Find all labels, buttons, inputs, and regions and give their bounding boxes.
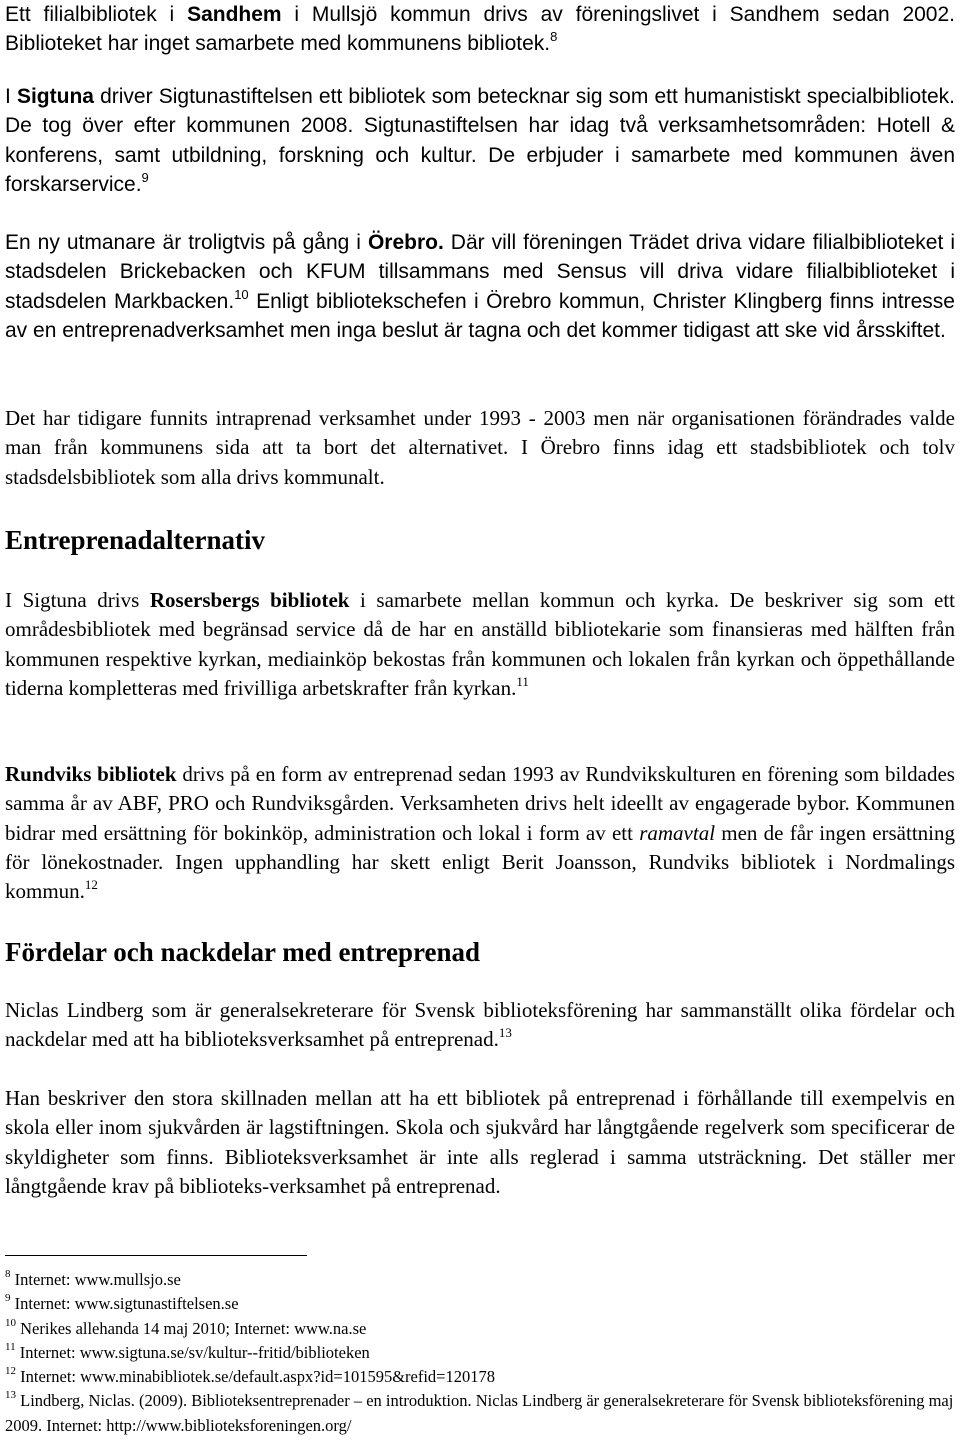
footnote-9: $^9$ Internet: www.sigtunastiftelsen.se [5, 1292, 239, 1314]
library-rundvik: Rundviks bibliotek [5, 762, 177, 786]
term-ramavtal: ramavtal [639, 820, 716, 845]
paragraph-sigtuna: I Sigtuna driver Sigtunastiftelsen ett bibliotek som betecknar sig som ett humanistiskt specialbibliotek. De tog över efter kommunen 2008. Sigtunastiftelsen har idag två verksamhetsområden: Hotell & konferens, samt utbildning, forskning och kultur. De erbjuder i samarbete med kommunen även forskarservice.$^9$ [5, 85, 956, 196]
footnote-separator [5, 1255, 307, 1256]
footnote-12: $^{12}$ Internet: www.minabibliotek.se/default.aspx?id=101595&refid=120178 [5, 1365, 495, 1387]
paragraph-rosersberg: I Sigtuna drivs Rosersbergs bibliotek i samarbete mellan kommun och kyrka. De beskriver sig som ett områdesbibliotek med begränsad service då de har en anställd bibliotekarie som finansieras med hälften från kommunen respektive kyrkan, mediainköp bekostas från kommunen och lokalen från kyrkan och öppethållande tiderna kompletteras med frivilliga arbetskrafter från kyrkan.$^{11}$ [5, 588, 955, 700]
footnote-ref-10[interactable]: 10 [234, 286, 249, 302]
heading-entreprenadalternativ: Entreprenadalternativ [5, 525, 265, 555]
paragraph-orebro: En ny utmanare är troligtvis på gång i Örebro. Där vill föreningen Trädet driva vidare filialbiblioteket i stadsdelen Brickebacken och KFUM tillsammans med Sensus vill driva vidare filialbiblioteket i stadsdelen Markbacken.$^{10}$ Enligt bibliotekschefen i Örebro kommun, Christer Klingberg finns intresse av en entreprenadverksamhet men inga beslut är tagna och det kommer tidigast att ske vid årsskiftet. [5, 231, 955, 342]
footnote-10: $^{10}$ Nerikes allehanda 14 maj 2010; Internet: www.na.se [5, 1316, 367, 1338]
footnote-13: $^{13}$ Lindberg, Niclas. (2009). Biblioteksentreprenader – en introduktion. Niclas Lindberg är generalsekreterare för Svensk biblioteksförening maj 2009. Internet: http://www.biblioteksforeningen.org/ [5, 1389, 954, 1435]
heading-fordelar-nackdelar: Fördelar och nackdelar med entreprenad [5, 937, 480, 967]
library-rosersberg: Rosersbergs bibliotek [149, 588, 350, 612]
paragraph-skillnaden: Han beskriver den stora skillnaden mellan att ha ett bibliotek på entreprenad i förhållande till exempelvis en skola eller inom sjukvården är lagstiftningen. Skola och sjukvård har långtgående regelverk som specificerar de skyldigheter som finns. Biblioteksverksamhet är inte alls reglerad i samma utsträckning. Det ställer mer långtgående krav på biblioteks-verksamhet på entreprenad. [5, 1086, 955, 1198]
footnote-ref-12[interactable]: 12 [84, 877, 98, 893]
footnote-ref-9[interactable]: 9 [141, 169, 149, 185]
paragraph-lindberg: Niclas Lindberg som är generalsekreterare för Svensk biblioteksförening har sammanställt olika fördelar och nackdelar med att ha biblioteksverksamhet på entreprenad.$^{13}$ [5, 998, 955, 1052]
footnote-ref-11[interactable]: 11 [516, 673, 529, 689]
place-orebro: Örebro. [367, 231, 444, 254]
footnote-ref-8[interactable]: 8 [550, 29, 558, 45]
paragraph-intraprenad: Det har tidigare funnits intraprenad verksamhet under 1993 - 2003 men när organisationen förändrades valde man från kommunens sida att ta bort det alternativet. I Örebro finns idag ett stadsbibliotek och tolv stadsdelsbibliotek som alla drivs kommunalt. [5, 406, 955, 489]
place-sigtuna: Sigtuna [16, 85, 94, 108]
footnote-11: $^{11}$ Internet: www.sigtuna.se/sv/kultur--fritid/biblioteken [5, 1340, 370, 1362]
footnotes [5, 1268, 955, 1438]
footnote-ref-13[interactable]: 13 [498, 1025, 512, 1041]
footnote-8: $^8$ Internet: www.mullsjo.se [5, 1268, 181, 1289]
paragraph-sandhem: Ett filialbibliotek i Sandhem i Mullsjö kommun drivs av föreningslivet i Sandhem sedan 2002. Biblioteket har inget samarbete med kommunens bibliotek.$^8$ [5, 3, 955, 56]
paragraph-rundvik: Rundviks bibliotek drivs på en form av entreprenad sedan 1993 av Rundvikskulturen en förening som bildades samma år av ABF, PRO och Rundviksgården. Verksamheten drivs helt ideellt av engagerade bybor. Kommunen bidrar med ersättning för bokinköp, administration och lokal i form av ett ramavtal men de får ingen ersättning för lönekostnader. Ingen upphandling har skett enligt Berit Joansson, Rundviks bibliotek i Nordmalings kommun.$^{12}$ [5, 762, 955, 904]
place-sandhem: Sandhem [187, 3, 282, 26]
